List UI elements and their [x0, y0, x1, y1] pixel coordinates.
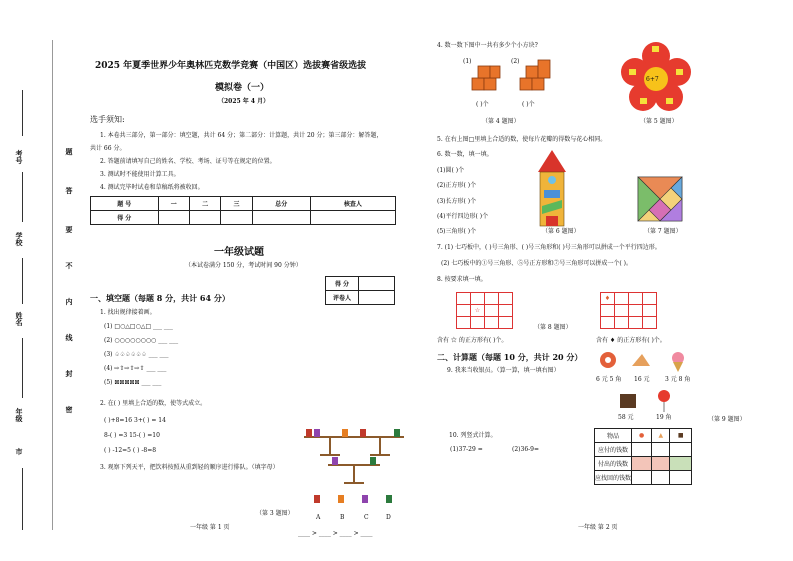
score-cell[interactable]	[252, 211, 310, 225]
star-grid	[456, 292, 513, 329]
scale-icon	[304, 437, 404, 483]
tangram-illustration	[637, 176, 683, 222]
question-6: 6. 数一数，填一填。	[437, 151, 493, 158]
score-cell[interactable]	[158, 211, 189, 225]
equation-row: 8-( ) =3 15-( ) =10	[104, 432, 160, 439]
q8-diamond-count[interactable]: 含有 ♦ 的正方形有( )个。	[596, 337, 666, 344]
count-row: (3)长方形( )个	[437, 198, 477, 205]
equation-row: ( )+8=16 3+( ) = 14	[104, 417, 166, 424]
pattern-row: (3) ♤♤♤♤♤♤ ___ ___	[104, 351, 169, 358]
field-school: 学校	[15, 232, 24, 246]
score-header: 二	[189, 197, 220, 211]
field-grade: 年级	[15, 408, 24, 422]
figure-9-caption: （第 9 题图）	[708, 416, 746, 423]
page-footer: 一年级 第 2 页	[578, 524, 618, 531]
count-row: (4)平行四边形( )个	[437, 213, 489, 220]
notes-title: 选手须知:	[90, 115, 125, 124]
q4-label: (1)	[463, 58, 472, 65]
question-10: 10. 列竖式计算。	[449, 432, 497, 439]
q8-star-count[interactable]: 含有 ☆ 的正方形有( )个。	[437, 337, 508, 344]
price-label: 3 元 8 角	[665, 376, 691, 383]
score-cell[interactable]	[310, 211, 395, 225]
note-line: 4. 测试完毕时试卷和草稿纸将被收回。	[100, 184, 204, 191]
option-letter: D	[386, 514, 391, 521]
grader-label: 评卷人	[326, 291, 359, 305]
goods-illustration	[598, 350, 691, 422]
lollipop-icon	[658, 390, 670, 402]
figure-8-caption: （第 8 题图）	[534, 324, 572, 331]
note-line: 2. 答题前请填写自己的姓名、学校、考场、证号等在规定的位置。	[100, 158, 276, 165]
price-label: 6 元 5 角	[596, 376, 622, 383]
score-row-label: 得 分	[91, 211, 159, 225]
score-cell[interactable]	[189, 211, 220, 225]
figure-7-caption: （第 7 题图）	[644, 228, 682, 235]
figure-5-caption: （第 5 题图）	[640, 118, 678, 125]
receipt-label: 付出的钱数	[595, 457, 632, 471]
receipt-label: 物品	[595, 429, 632, 443]
pattern-row: (5) ⊠⊠⊠⊠⊠ ___ ___	[104, 379, 162, 386]
question-7b: (2) 七巧板中的①号三角形、⑤号正方形和⑦号三角形可以拼成一个( )。	[441, 260, 632, 267]
grade-subtitle: （本试卷满分 150 分，考试时间 90 分钟）	[185, 262, 302, 269]
section-1-heading: 一、填空题（每题 8 分，共计 64 分）	[90, 293, 230, 303]
cubes-illustration	[468, 56, 568, 100]
binding-label: 答	[65, 187, 74, 194]
q4-answer[interactable]: ( )个	[522, 101, 535, 108]
question-7a: 7. (1) 七巧板中，( )号三角形、( )号三角形和( )号三角形可以拼成一个平行四边形。	[437, 244, 661, 251]
question-8: 8. 按要求填一填。	[437, 276, 487, 283]
binding-label: 内	[65, 298, 74, 305]
binding-label: 封	[65, 370, 74, 377]
exam-date: （2025 年 4 月）	[218, 98, 270, 105]
price-label: 58 元	[618, 414, 634, 421]
score-header: 一	[158, 197, 189, 211]
note-line: 1. 本卷共三部分，第一部分：填空题，共计 64 分；第二部分：计算题，共计 20 分；第三部分：解答题，	[100, 132, 383, 139]
cashier-table: 物品 ● ▲ ■ 应付的钱数 付出的钱数 应找回的钱数	[594, 428, 692, 485]
note-line: 3. 测试时不能使用计算工具。	[100, 171, 180, 178]
order-answer[interactable]: ____ > ____ > ____ > ____	[298, 530, 373, 537]
grader-label: 得 分	[326, 277, 359, 291]
score-header: 总分	[252, 197, 310, 211]
exam-subtitle: 模拟卷（一）	[215, 83, 270, 93]
count-row: (1)圆( )个	[437, 167, 465, 174]
grade-title: 一年级试题	[214, 247, 264, 258]
pattern-row: (2) ○○○○○○○○ ___ ___	[104, 337, 179, 344]
score-header: 题 号	[91, 197, 159, 211]
question-4: 4. 数一数下图中一共有多少个小方块?	[437, 42, 538, 49]
price-label: 16 元	[634, 376, 650, 383]
field-name: 姓名	[15, 312, 24, 326]
balance-scales-illustration	[298, 425, 410, 511]
receipt-label: 应找回的钱数	[595, 471, 632, 485]
equation-row: ( ) -12=5 ( ) -8=8	[104, 447, 157, 454]
field-city: 市	[15, 448, 24, 455]
question-1: 1. 找出规律接着画。	[100, 309, 156, 316]
score-header: 核查人	[310, 197, 395, 211]
question-3: 3. 观察下列天平，把饮料按照从重到轻的顺序进行排队。（填字母）	[100, 464, 279, 471]
page-footer: 一年级 第 1 页	[190, 524, 230, 531]
diamond-grid	[600, 292, 657, 329]
binding-label: 不	[65, 262, 74, 269]
note-line: 共计 66 分。	[90, 145, 126, 152]
chocolate-icon	[620, 394, 636, 408]
pattern-row: (1) □○△□○△□ ___ ___	[104, 323, 173, 330]
binding-label: 题	[65, 148, 74, 155]
grader-table	[325, 276, 395, 305]
grader-cell[interactable]	[359, 277, 395, 291]
cake-icon	[632, 354, 650, 366]
price-label: 19 角	[656, 414, 672, 421]
q4-answer[interactable]: ( )个	[476, 101, 489, 108]
figure-6-caption: （第 6 题图）	[542, 228, 580, 235]
score-header: 三	[221, 197, 252, 211]
flower-center-value: 6+7	[646, 76, 659, 83]
count-row: (2)正方形( )个	[437, 182, 477, 189]
figure-4-caption: （第 4 题图）	[482, 118, 520, 125]
option-letter: B	[340, 514, 345, 521]
binding-label: 要	[65, 226, 74, 233]
q4-label: (2)	[511, 58, 520, 65]
question-5: 5. 在右上图□里填上合适的数，使每片花瓣的得数与花心相同。	[437, 136, 607, 143]
question-9: 9. 我来当收银员。（算一算，填一填右图）	[447, 367, 560, 374]
score-cell[interactable]	[221, 211, 252, 225]
grader-cell[interactable]	[359, 291, 395, 305]
count-row: (5)三角形( )个	[437, 228, 477, 235]
calc-item[interactable]: (1)37-29 =	[450, 446, 483, 453]
option-letter: A	[316, 514, 321, 521]
star-icon: ☆	[471, 305, 485, 317]
figure-3-caption: （第 3 题图）	[256, 510, 294, 517]
section-2-heading: 二、计算题（每题 10 分，共计 20 分）	[437, 352, 583, 362]
exam-title: 2025 年夏季世界少年奥林匹克数学竞赛（中国区）选拔赛省级选拔	[95, 61, 367, 71]
diamond-icon: ♦	[601, 293, 615, 305]
tower-illustration	[532, 148, 572, 228]
receipt-label: 应付的钱数	[595, 443, 632, 457]
option-letter: C	[364, 514, 369, 521]
binding-label: 密	[65, 406, 74, 413]
pattern-row: (4) ⇨⇧⇨⇧⇨⇧ ___ ___	[104, 365, 167, 372]
calc-item[interactable]: (2)36-9=	[512, 446, 540, 453]
field-exam-number: 考号	[15, 150, 24, 164]
question-2: 2. 在( ) 里填上合适的数，使等式成立。	[100, 400, 207, 407]
binding-label: 线	[65, 334, 74, 341]
score-table	[90, 196, 396, 225]
